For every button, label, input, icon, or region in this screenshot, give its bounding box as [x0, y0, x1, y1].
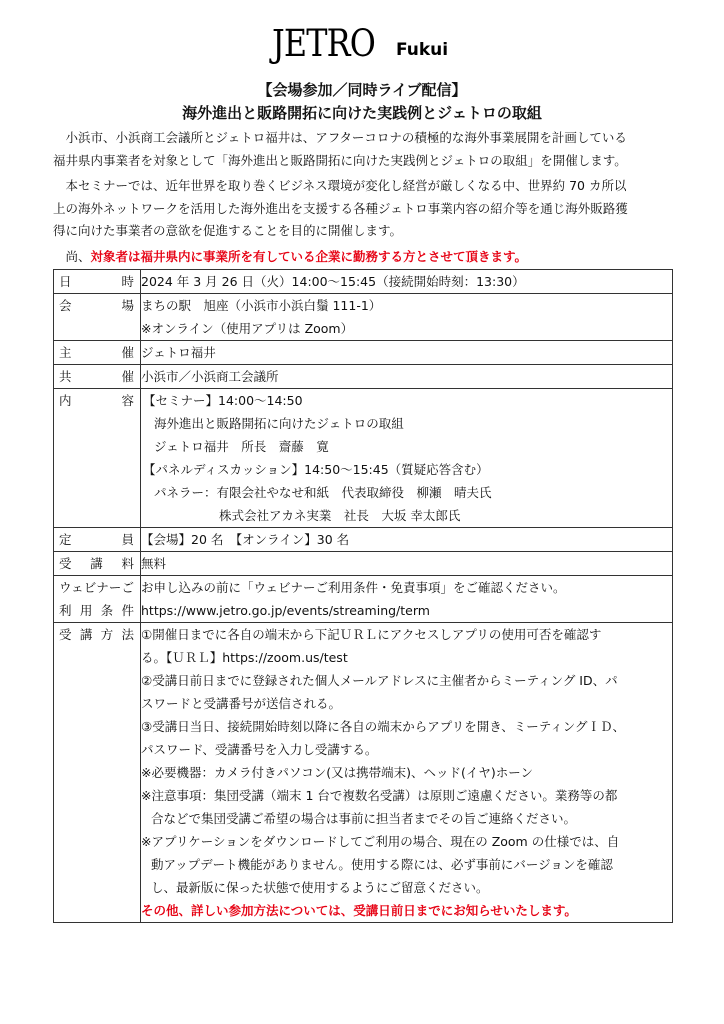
- intro-paragraph-1: [53, 127, 673, 172]
- intro-line: 小浜市、小浜商工会議所とジェトロ福井は、アフターコロナの積極的な海外事業展開を計画している: [53, 130, 627, 145]
- method-step-1: ①開催日までに各自の端末から下記ＵＲＬにアクセスしアプリの使用可否を確認す: [141, 627, 602, 642]
- method-step-2: ②受講日前日までに登録された個人メールアドレスに主催者からミーティング ID、パ: [141, 673, 618, 688]
- method-final-notice: その他、詳しい参加方法については、受講日前日までにお知らせいたします。: [141, 903, 577, 918]
- row-label-webinar-terms: [54, 576, 140, 622]
- venue-online-note: ※オンライン（使用アプリは Zoom）: [141, 321, 354, 336]
- method-app-note-cont: し、最新版に保った状態で使用するようにご留意ください。: [151, 880, 489, 895]
- intro-line: 得に向けた事業者の意欲を促進することを目的に開催します。: [53, 223, 403, 238]
- method-caution-note-cont: 合などで集団受講ご希望の場合は事前に担当者までその旨ご連絡ください。: [151, 811, 577, 826]
- seminar-title: 海外進出と販路開拓に向けたジェトロの取組: [154, 416, 404, 431]
- row-label-cell: [54, 552, 141, 576]
- method-app-note-cont: 動アップデート機能がありません。使用する際には、必ず事前にバージョンを確認: [151, 857, 613, 872]
- eligibility-notice: [53, 248, 527, 266]
- method-app-note: ※アプリケーションをダウンロードしてご利用の場合、現在の Zoom の仕様では、自: [141, 834, 620, 849]
- table-row-co-organizer: [54, 365, 673, 389]
- table-row-venue: [54, 294, 673, 341]
- row-label-organizer: 主催: [59, 345, 134, 360]
- jetro-fukui-logo: [272, 22, 462, 66]
- row-value-cell: [141, 528, 673, 552]
- row-value-cell: [141, 389, 673, 528]
- method-equipment-note: ※必要機器：カメラ付きパソコン(又は携帯端末)、ヘッド(イヤ)ホーン: [141, 765, 533, 780]
- seminar-heading: 【セミナー】14:00～14:50: [143, 393, 303, 408]
- intro-line: 福井県内事業者を対象として「海外進出と販路開拓に向けた実践例とジェトロの取組」を開催します。: [53, 152, 627, 168]
- row-value-cell: [141, 576, 673, 623]
- venue-value: まちの駅 旭座（小浜市小浜白鬚 111-1）: [141, 298, 382, 313]
- row-label-method: 受講方法: [59, 627, 134, 642]
- row-label-cell: [54, 389, 141, 528]
- row-value-cell: [141, 552, 673, 576]
- panelist-1: パネラー：有限会社やなせ和紙 代表取締役 柳瀬 晴夫氏: [154, 485, 492, 500]
- event-details-table: [53, 269, 673, 923]
- logo-main-text: JETRO: [272, 22, 375, 65]
- row-label-capacity: 定員: [59, 532, 134, 547]
- date-value: 2024 年 3 月 26 日（火）14:00～15:45（接続開始時刻：13:30）: [141, 274, 525, 289]
- method-step-1-url: る。【ＵＲＬ】https://zoom.us/test: [141, 650, 348, 665]
- panelist-2: 株式会社アカネ実業 社長 大坂 幸太郎氏: [219, 508, 461, 523]
- intro-line: 上の海外ネットワークを活用した海外進出を支援する各種ジェトロ事業内容の紹介等を通じ海外販路獲: [53, 200, 628, 216]
- row-value-cell: [141, 270, 673, 294]
- intro-line: 本セミナーでは、近年世界を取り巻くビジネス環境が変化し経営が厳しくなる中、世界約 70 カ所以: [53, 178, 627, 193]
- method-step-3: ③受講日当日、接続開始時刻以降に各自の端末からアプリを開き、ミーティングＩＤ、: [141, 719, 625, 734]
- organizer-value: ジェトロ福井: [141, 345, 216, 360]
- row-value-cell: [141, 341, 673, 365]
- row-label-co-organizer: 共催: [59, 369, 134, 384]
- row-label-cell: [54, 576, 141, 623]
- row-label-cell: [54, 270, 141, 294]
- table-row-content: [54, 389, 673, 528]
- row-label-webinar-terms-line2: 利用条件: [59, 603, 134, 618]
- table-row-date: [54, 270, 673, 294]
- capacity-value: 【会場】20 名 【オンライン】30 名: [141, 532, 350, 547]
- row-label-content: 内容: [59, 393, 134, 408]
- panel-heading: 【パネルディスカッション】14:50～15:45（質疑応答含む）: [143, 462, 489, 477]
- notice-prefix: 尚、: [53, 249, 91, 264]
- table-row-method: [54, 623, 673, 923]
- fee-value: 無料: [141, 556, 167, 571]
- seminar-speaker: ジェトロ福井 所長 齋藤 寛: [154, 439, 329, 454]
- row-value-cell: [141, 623, 673, 923]
- page-title-line2: 海外進出と販路開拓に向けた実践例とジェトロの取組: [182, 104, 542, 122]
- logo-sub-text: Fukui: [396, 40, 449, 60]
- notice-eligibility-text: 対象者は福井県内に事業所を有している企業に勤務する方とさせて頂きます。: [90, 249, 528, 264]
- table-row-webinar-terms: [54, 576, 673, 623]
- method-caution-note: ※注意事項：集団受講（端末 1 台で複数名受講）は原則ご遠慮ください。業務等の都: [141, 788, 618, 803]
- table-row-organizer: [54, 341, 673, 365]
- row-label-cell: [54, 294, 141, 341]
- row-label-webinar-terms-line1: ウェビナーご: [59, 580, 134, 595]
- table-row-fee: [54, 552, 673, 576]
- page-title-line1: 【会場参加／同時ライブ配信】: [257, 81, 467, 99]
- row-label-cell: [54, 528, 141, 552]
- method-step-3-cont: パスワード、受講番号を入力し受講する。: [141, 742, 378, 757]
- row-label-cell: [54, 365, 141, 389]
- webinar-terms-link[interactable]: https://www.jetro.go.jp/events/streaming/term: [141, 603, 430, 618]
- row-label-date: 日時: [59, 274, 134, 289]
- row-label-cell: [54, 623, 141, 923]
- row-value-cell: [141, 294, 673, 341]
- row-label-venue: 会場: [59, 298, 134, 313]
- intro-paragraph-2: [53, 175, 673, 243]
- table-row-capacity: [54, 528, 673, 552]
- webinar-terms-text: お申し込みの前に「ウェビナーご利用条件・免責事項」をご確認ください。: [141, 580, 566, 595]
- row-value-cell: [141, 365, 673, 389]
- row-label-cell: [54, 341, 141, 365]
- method-step-2-cont: スワードと受講番号が送信される。: [141, 696, 342, 711]
- co-organizer-value: 小浜市／小浜商工会議所: [141, 369, 279, 384]
- row-label-fee: 受講料: [59, 556, 134, 571]
